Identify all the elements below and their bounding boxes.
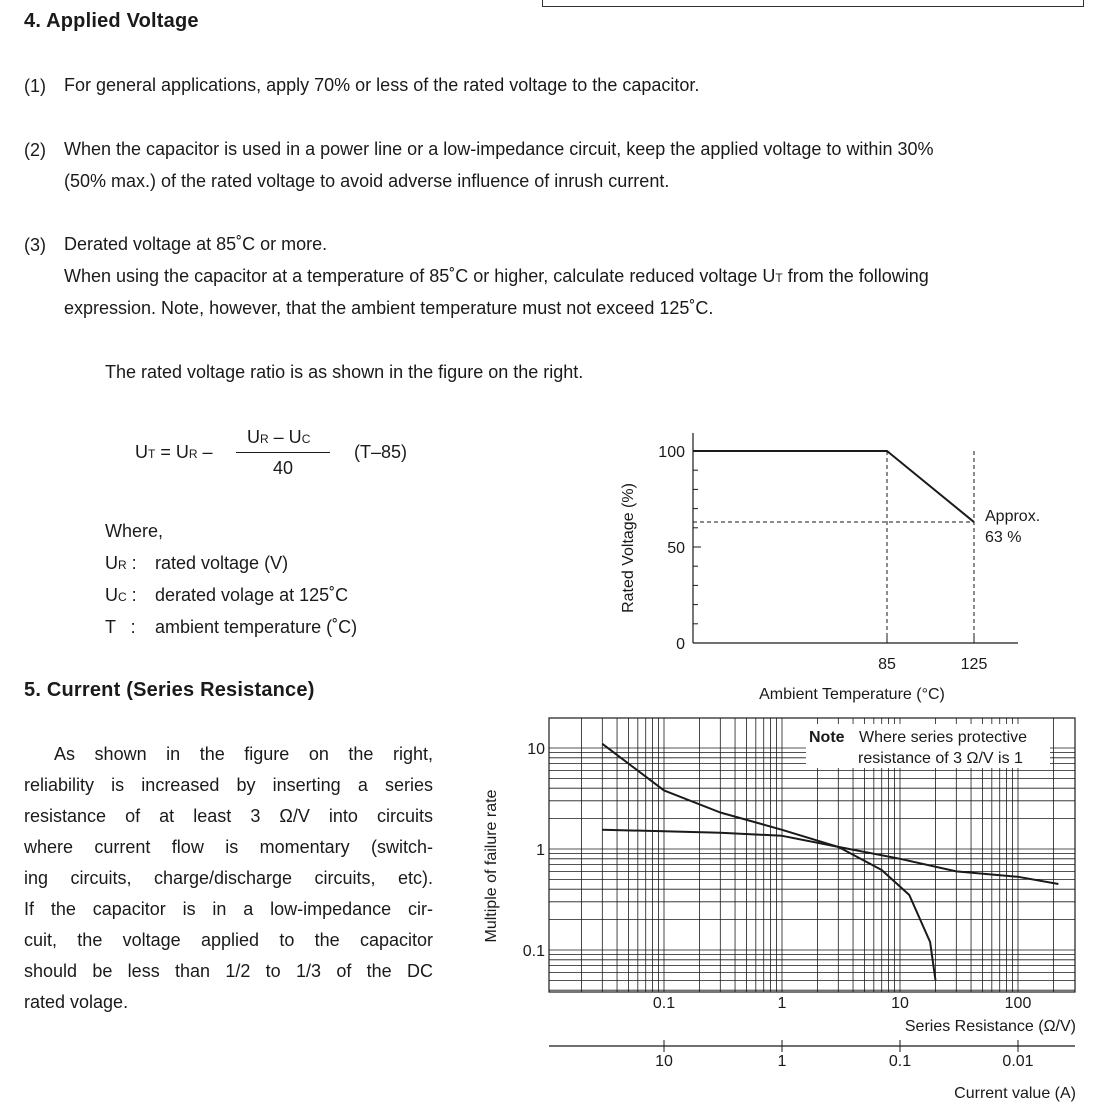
- y-tick-label: 0.1: [522, 943, 545, 960]
- section-5-heading: 5. Current (Series Resistance): [24, 679, 315, 701]
- where-desc-t: ambient temperature (˚C): [155, 617, 358, 637]
- item-3-line-2: When using the capacitor at a temperature of 85˚C or higher, calculate reduced voltage UT from the following: [64, 266, 929, 286]
- item-3-line-1: Derated voltage at 85˚C or more.: [64, 234, 328, 254]
- x-axis-label: Ambient Temperature (°C): [759, 686, 945, 703]
- item-3-number: (3): [24, 235, 46, 255]
- item-2-line-2: (50% max.) of the rated voltage to avoid adverse influence of inrush current.: [64, 171, 670, 191]
- secondary-x-tick-label: 0.01: [1002, 1053, 1034, 1070]
- paragraph-line: ing circuits, charge/discharge circuits, etc).: [24, 868, 433, 888]
- formula-tail: (T–85): [354, 442, 408, 462]
- section-4-heading: 4. Applied Voltage: [24, 10, 199, 32]
- formula-lhs: UT = UR –: [135, 442, 213, 462]
- where-title: Where,: [105, 521, 164, 541]
- x-tick-label: 125: [960, 656, 988, 673]
- y-tick-label: 50: [667, 540, 685, 557]
- y-tick-label: 100: [658, 444, 685, 461]
- y-axis-label: Multiple of failure rate: [483, 789, 500, 943]
- failure-rate-chart: [478, 712, 1098, 1107]
- failure-rate-curve-flat: [602, 830, 1058, 884]
- paragraph-line: As shown in the figure on the right,: [54, 744, 433, 764]
- item-1-number: (1): [24, 76, 46, 96]
- where-desc-ur: rated voltage (V): [155, 553, 289, 573]
- rated-voltage-chart: [600, 420, 1080, 720]
- note-line-1: Where series protective: [859, 729, 1028, 746]
- paragraph-line: reliability is increased by inserting a series: [24, 775, 433, 795]
- y-tick-label: 1: [536, 842, 545, 859]
- section-5-paragraph: [24, 739, 433, 1018]
- top-frame-border: [542, 0, 1084, 7]
- where-item-ur: UR :: [105, 553, 137, 573]
- annotation-line-2: 63 %: [985, 529, 1022, 546]
- note-line-2: resistance of 3 Ω/V is 1: [858, 750, 1023, 767]
- formula-denominator: 40: [273, 458, 294, 478]
- paragraph-line: cuit, the voltage applied to the capacitor: [24, 930, 433, 950]
- paragraph-line: resistance of at least 3 Ω/V into circuits: [24, 806, 433, 826]
- annotation-line-1: Approx.: [985, 508, 1041, 525]
- y-tick-label: 10: [527, 741, 545, 758]
- item-2-line-1: When the capacitor is used in a power line or a low-impedance circuit, keep the applied voltage to within 30%: [64, 139, 934, 159]
- y-tick-label: 0: [676, 636, 685, 653]
- x-axis-label: Series Resistance (Ω/V): [904, 1018, 1076, 1035]
- secondary-x-axis-label: Current value (A): [954, 1085, 1076, 1102]
- paragraph-line: where current flow is momentary (switch-: [24, 837, 433, 857]
- y-axis-label: Rated Voltage (%): [620, 483, 637, 613]
- where-item-uc: UC :: [105, 585, 137, 605]
- x-tick-label: 0.1: [652, 995, 676, 1012]
- secondary-x-tick-label: 0.1: [888, 1053, 912, 1070]
- item-1-text: For general applications, apply 70% or less of the rated voltage to the capacitor.: [64, 75, 700, 95]
- paragraph-line: should be less than 1/2 to 1/3 of the DC: [24, 961, 433, 981]
- x-tick-label: 10: [891, 995, 909, 1012]
- formula-numerator: UR – UC: [247, 427, 311, 447]
- x-tick-label: 1: [777, 995, 787, 1012]
- where-desc-uc: derated volage at 125˚C: [155, 585, 349, 605]
- secondary-x-tick-label: 1: [777, 1053, 787, 1070]
- derating-curve: [693, 451, 974, 522]
- note-label: Note: [809, 729, 845, 746]
- item-2-number: (2): [24, 140, 46, 160]
- x-tick-label: 100: [1004, 995, 1032, 1012]
- figure-reference: The rated voltage ratio is as shown in the figure on the right.: [105, 362, 584, 382]
- x-tick-label: 85: [878, 656, 896, 673]
- where-item-t: T :: [105, 617, 136, 637]
- secondary-x-tick-label: 10: [655, 1053, 673, 1070]
- paragraph-line: rated volage.: [24, 992, 129, 1012]
- paragraph-line: If the capacitor is in a low-impedance cir-: [24, 899, 433, 919]
- item-3-line-3: expression. Note, however, that the ambient temperature must not exceed 125˚C.: [64, 298, 714, 318]
